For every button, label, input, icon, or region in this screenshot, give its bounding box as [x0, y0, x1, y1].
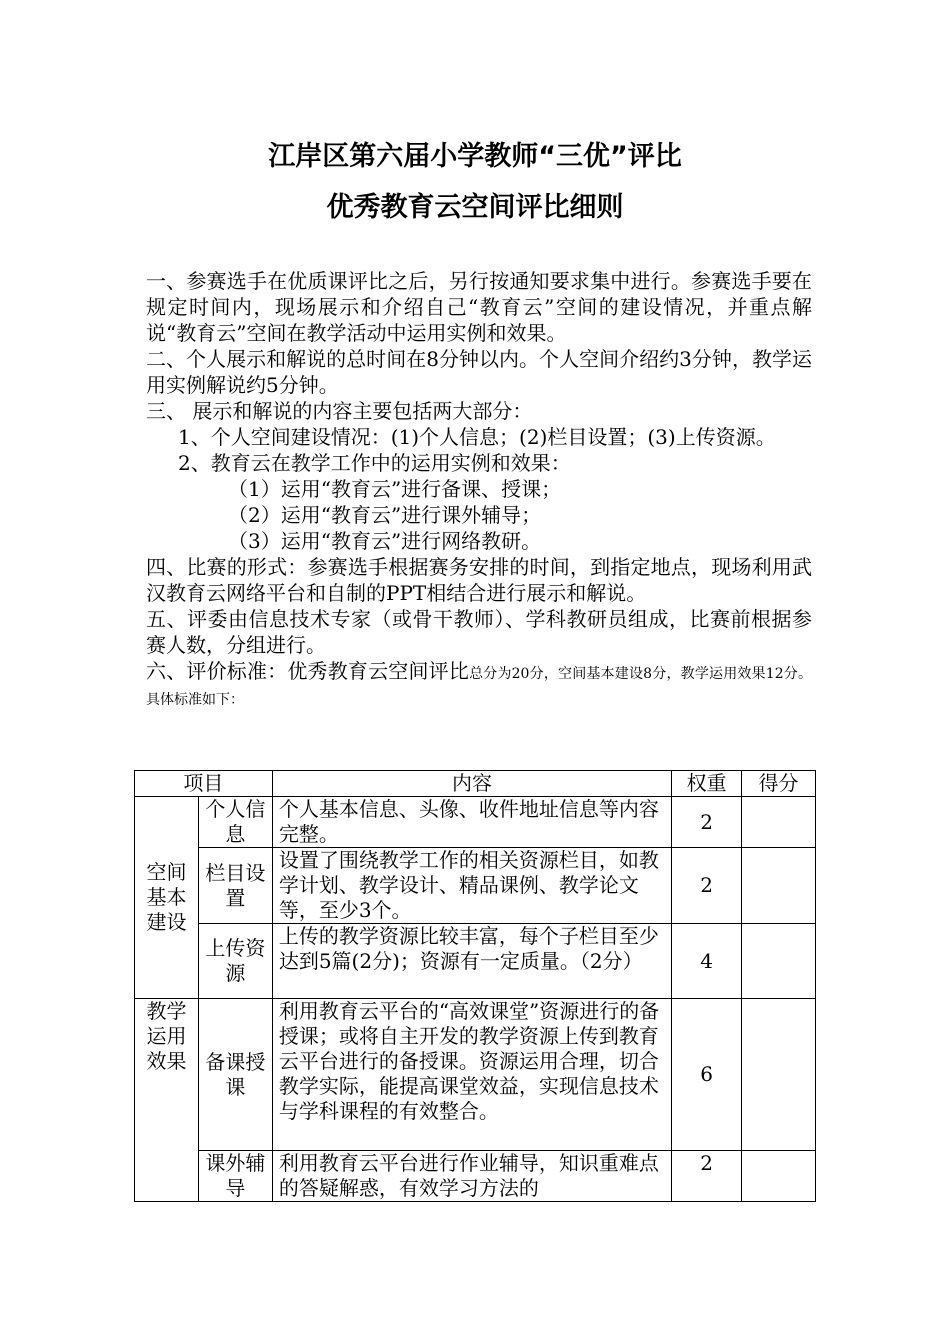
- content-cell: 设置了围绕教学工作的相关资源栏目，如教学计划、教学设计、精品课例、教学论文等，至少3个。: [272, 848, 671, 924]
- sub-item-cell: 上传资源: [198, 924, 272, 999]
- weight-cell: 2: [672, 1151, 742, 1202]
- content-cell: 上传的教学资源比较丰富，每个子栏目至少达到5篇(2分)；资源有一定质量。（2分）: [272, 924, 671, 999]
- paragraph-10: 五、评委由信息技术专家（或骨干教师）、学科教研员组成，比赛前根据参赛人数，分组进行。: [146, 607, 812, 657]
- weight-cell: 2: [672, 797, 742, 848]
- sub-item-cell: 备课授课: [198, 999, 272, 1151]
- score-cell: [742, 797, 816, 848]
- score-cell: [742, 924, 816, 999]
- paragraph-2: 二、个人展示和解说的总时间在8分钟以内。个人空间介绍约3分钟，教学运用实例解说约5分钟。: [146, 347, 812, 397]
- sub-item-cell: 栏目设置: [198, 848, 272, 924]
- paragraph-5: 2、教育云在教学工作中的运用实例和效果：: [178, 451, 571, 475]
- paragraph-1: 一、参赛选手在优质课评比之后，另行按通知要求集中进行。参赛选手要在规定时间内，现场展示和介绍自己“教育云”空间的建设情况，并重点解说“教育云”空间在教学活动中运用实例和效果。: [146, 269, 812, 345]
- title-line-2: 优秀教育云空间评比细则: [326, 192, 624, 223]
- table-row: [135, 924, 816, 999]
- group-cell: 空间基本建设: [135, 797, 199, 999]
- paragraph-3: 三、 展示和解说的内容主要包括两大部分：: [146, 399, 533, 423]
- score-cell: [742, 1151, 816, 1202]
- document-body: [146, 268, 812, 710]
- paragraph-11: [146, 658, 812, 710]
- paragraph-7: （2）运用“教育云”进行课外辅导；: [228, 503, 542, 527]
- group-cell: 教学运用效果: [135, 999, 199, 1202]
- paragraph-11-main: 六、评价标准：优秀教育云空间评比: [146, 659, 470, 683]
- content-cell: 个人基本信息、头像、收件地址信息等内容完整。: [272, 797, 671, 848]
- score-cell: [742, 848, 816, 924]
- weight-cell: 6: [672, 999, 742, 1151]
- weight-cell: 2: [672, 848, 742, 924]
- weight-cell: 4: [672, 924, 742, 999]
- table-row: [135, 848, 816, 924]
- header-content: 内容: [272, 771, 671, 797]
- table-row: [135, 797, 816, 848]
- score-cell: [742, 999, 816, 1151]
- content-cell: 利用教育云平台进行作业辅导，知识重难点的答疑解惑，有效学习方法的: [272, 1151, 671, 1202]
- content-cell: 利用教育云平台的“高效课堂”资源进行的备授课；或将自主开发的教学资源上传到教育云平台进行的备授课。资源运用合理，切合教学实际，能提高课堂效益，实现信息技术与学科课程的有效整合。: [272, 999, 671, 1151]
- paragraph-9: 四、比赛的形式：参赛选手根据赛务安排的时间，到指定地点，现场利用武汉教育云网络平台和自制的PPT相结合进行展示和解说。: [146, 555, 812, 605]
- paragraph-6: （1）运用“教育云”进行备课、授课；: [228, 477, 562, 501]
- table-row: [135, 1151, 816, 1202]
- paragraph-8: （3）运用“教育云”进行网络教研。: [228, 529, 542, 553]
- paragraph-11-small: 总分为20分，空间基本建设8分，教学运用效果12分。具体标准如下：: [146, 666, 812, 708]
- header-score: 得分: [742, 771, 816, 797]
- criteria-table: [134, 770, 816, 1202]
- header-weight: 权重: [672, 771, 742, 797]
- header-item: 项目: [135, 771, 273, 797]
- table-row: [135, 999, 816, 1151]
- table-header-row: [135, 771, 816, 797]
- paragraph-4: 1、个人空间建设情况：(1)个人信息；(2)栏目设置；(3)上传资源。: [178, 425, 776, 449]
- title-line-1: 江岸区第六届小学教师“三优”评比: [268, 141, 682, 172]
- sub-item-cell: 个人信息: [198, 797, 272, 848]
- sub-item-cell: 课外辅导: [198, 1151, 272, 1202]
